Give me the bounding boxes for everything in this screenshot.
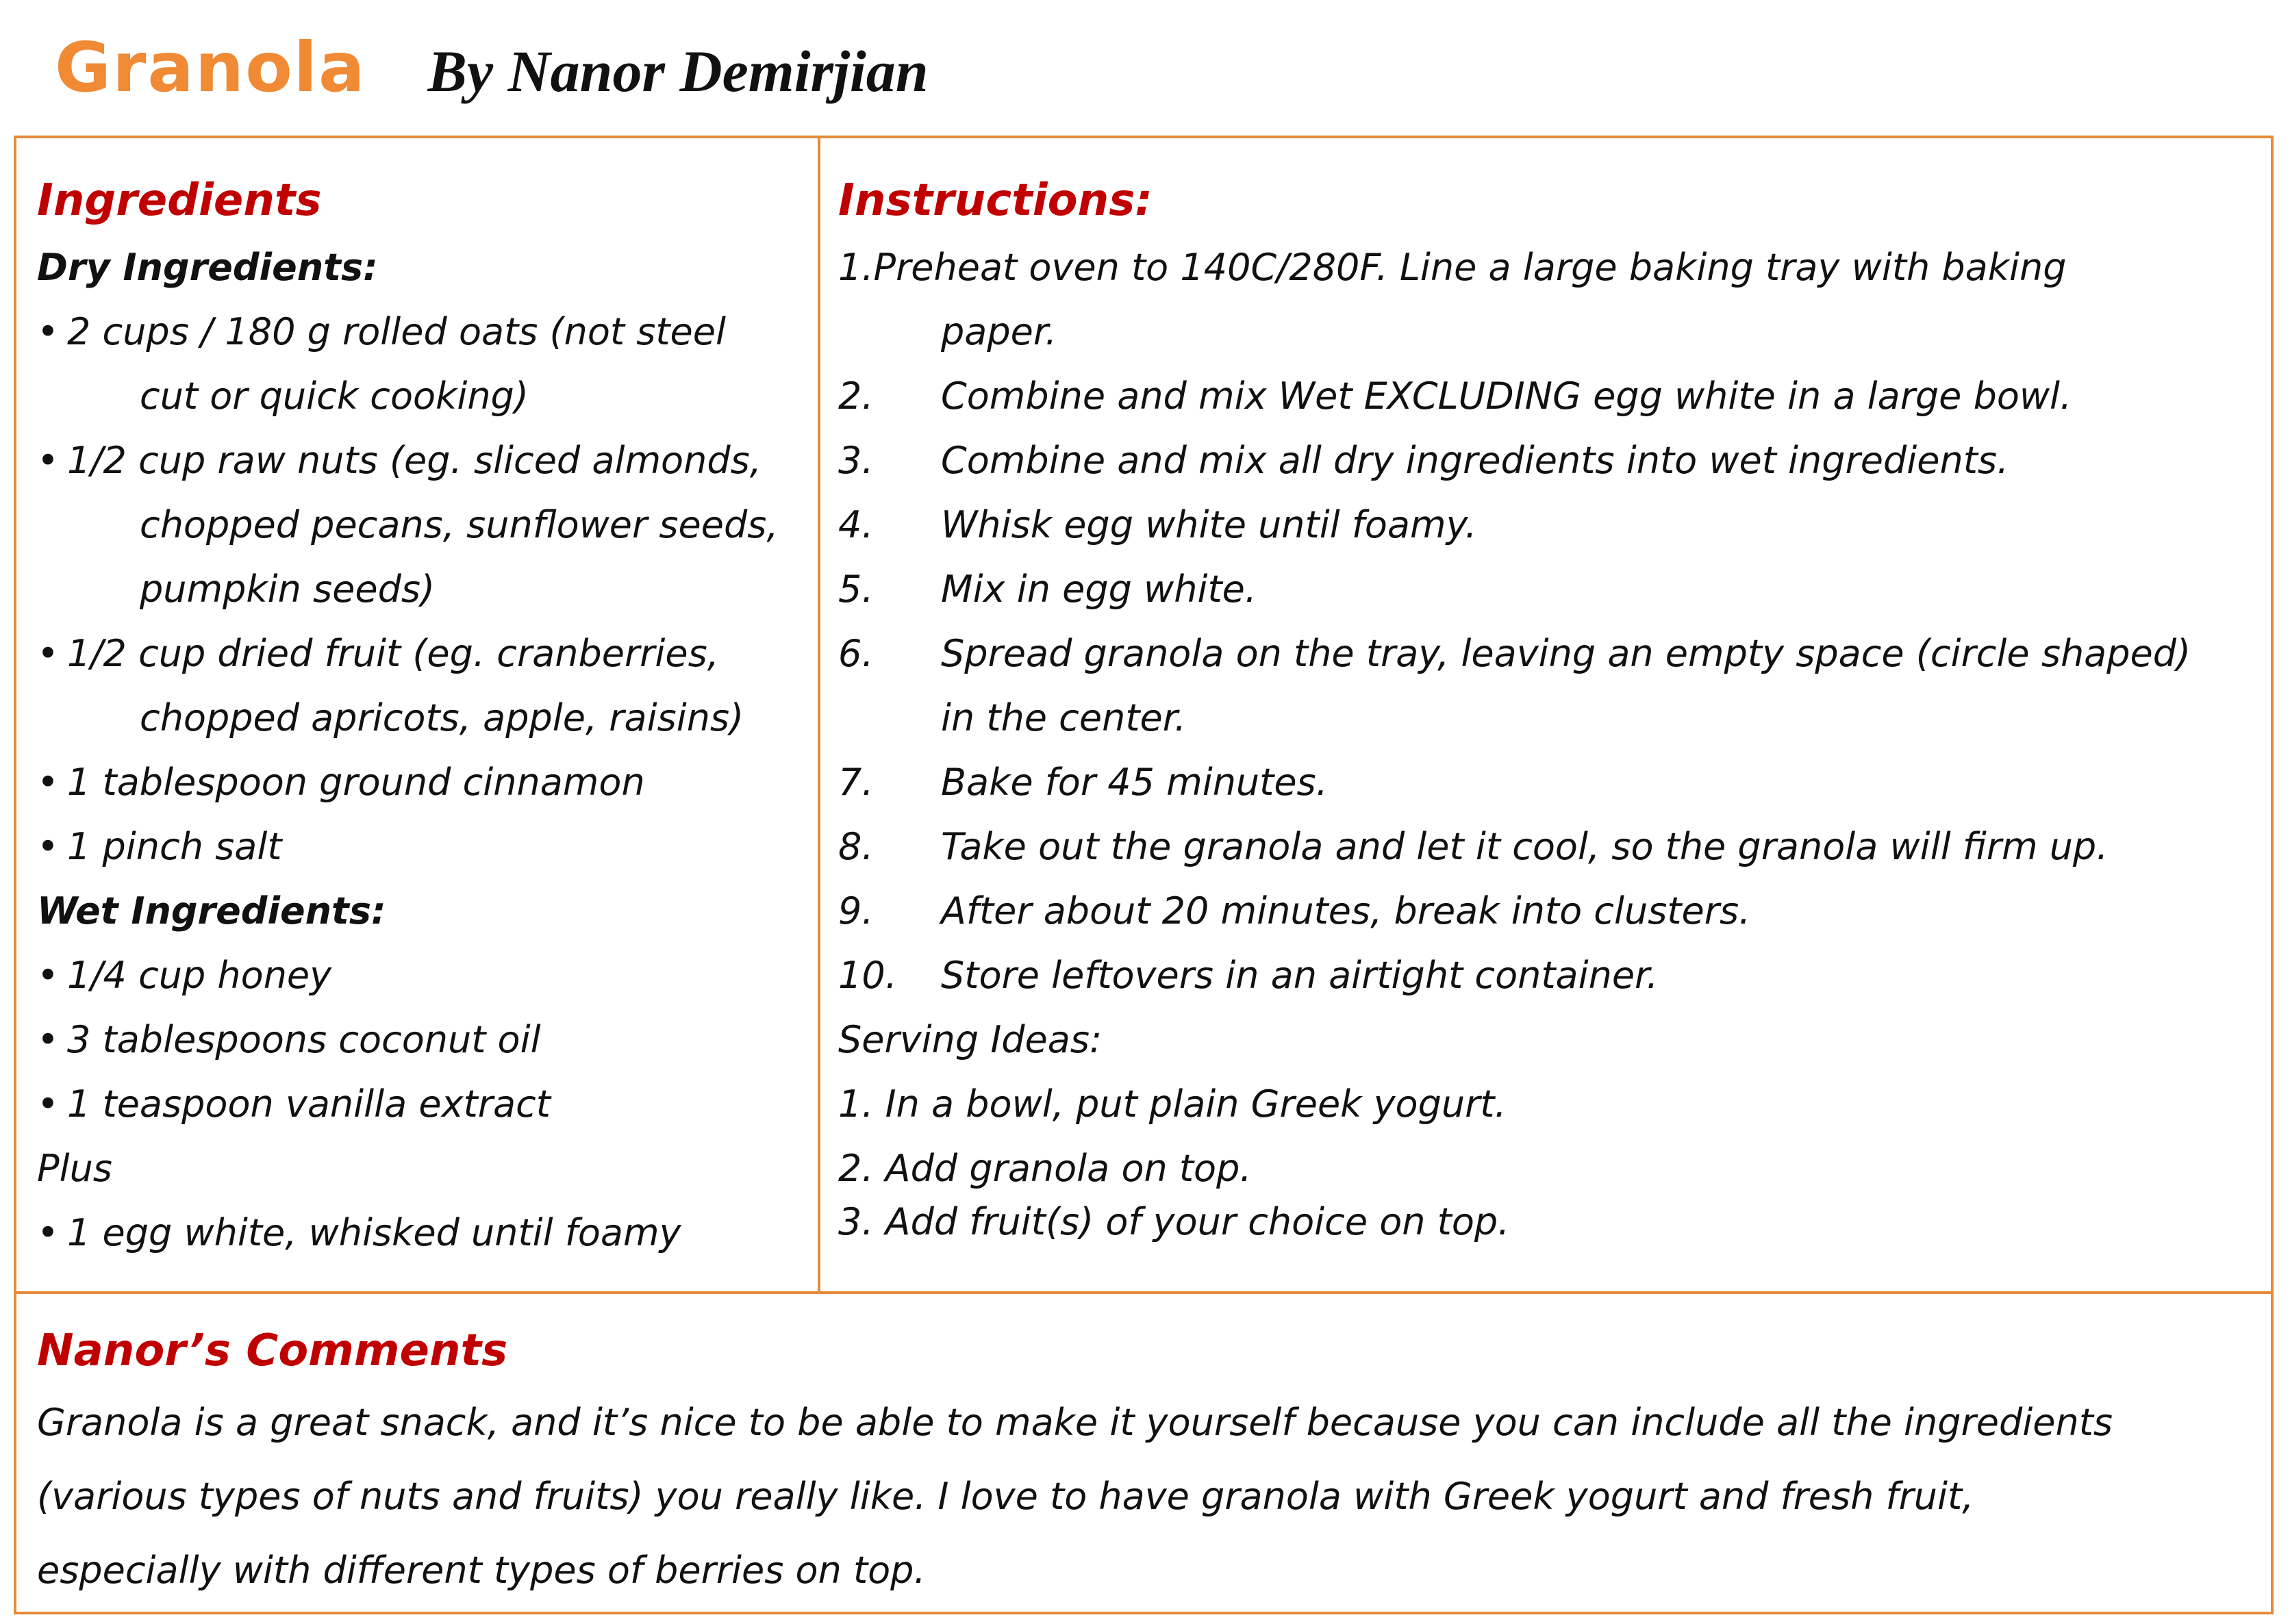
bullet-icon: • <box>37 1211 59 1254</box>
recipe-author: By Nanor Demirjian <box>427 38 929 104</box>
dry-ingredients-heading: Dry Ingredients: <box>37 246 378 289</box>
instruction-step-1-continued: paper. <box>941 310 1057 353</box>
instruction-step <box>838 364 2263 429</box>
ingredient-text: 1/2 cup raw nuts (eg. sliced almonds, <box>67 439 762 482</box>
row-divider <box>16 1291 2271 1294</box>
ingredient-text: 1/4 cup honey <box>67 954 332 997</box>
serving-idea: 1. In a bowl, put plain Greek yogurt. <box>838 1082 1507 1126</box>
instruction-step <box>838 622 2263 686</box>
recipe-card <box>14 136 2274 1614</box>
ingredients-heading: Ingredients <box>37 175 322 226</box>
ingredient-item <box>37 1201 811 1265</box>
instruction-step <box>838 879 2263 943</box>
step-number: 9. <box>838 889 874 932</box>
instruction-step-continued: in the center. <box>941 696 1187 739</box>
instruction-step <box>838 943 2263 1008</box>
column-divider <box>818 138 820 1291</box>
bullet-icon: • <box>37 632 59 675</box>
step-number: 10. <box>838 954 897 997</box>
instruction-step <box>838 815 2263 879</box>
comment-line: Granola is a great snack, and it’s nice to be able to make it yourself because you can include all the ingredients <box>37 1401 2113 1444</box>
instruction-step <box>838 429 2263 493</box>
step-text: Store leftovers in an airtight container. <box>941 954 1659 997</box>
ingredient-item <box>37 1008 811 1072</box>
bullet-icon: • <box>37 1082 59 1126</box>
wet-ingredients-heading: Wet Ingredients: <box>37 889 386 932</box>
serving-ideas-heading: Serving Ideas: <box>838 1018 1103 1061</box>
instructions-section <box>838 166 2263 1254</box>
ingredient-item <box>37 429 811 493</box>
ingredient-item <box>37 750 811 815</box>
instruction-step <box>838 750 2263 815</box>
ingredient-item <box>37 300 811 364</box>
bullet-icon: • <box>37 954 59 997</box>
comment-line: especially with different types of berries on top. <box>37 1549 926 1592</box>
ingredient-text: 1/2 cup dried fruit (eg. cranberries, <box>67 632 719 675</box>
ingredient-text: 1 teaspoon vanilla extract <box>67 1082 551 1126</box>
step-number: 6. <box>838 632 874 675</box>
instruction-step <box>838 493 2263 557</box>
step-text: Bake for 45 minutes. <box>941 761 1328 804</box>
instruction-step-1: 1.Preheat oven to 140C/280F. Line a large baking tray with baking <box>838 246 2067 289</box>
bullet-icon: • <box>37 310 59 353</box>
step-text: Take out the granola and let it cool, so the granola will firm up. <box>941 825 2109 868</box>
ingredient-item-continued: chopped apricots, apple, raisins) <box>140 696 744 739</box>
step-number: 7. <box>838 761 874 804</box>
instruction-step <box>838 557 2263 622</box>
wet-ingredients-list <box>37 943 811 1137</box>
ingredient-text: 3 tablespoons coconut oil <box>67 1018 541 1061</box>
comments-heading: Nanor’s Comments <box>37 1325 508 1376</box>
dry-ingredients-list <box>37 300 811 879</box>
step-text: Combine and mix all dry ingredients into wet ingredients. <box>941 439 2009 482</box>
step-text: After about 20 minutes, break into clusters. <box>941 889 1751 932</box>
serving-ideas-list <box>838 1072 2263 1254</box>
recipe-title: Granola <box>55 27 366 107</box>
step-text: Spread granola on the tray, leaving an empty space (circle shaped) <box>941 632 2191 675</box>
comment-line: (various types of nuts and fruits) you really like. I love to have granola with Greek yogurt and fresh fruit, <box>37 1475 1974 1518</box>
ingredient-text: 1 egg white, whisked until foamy <box>67 1211 681 1254</box>
ingredient-item <box>37 622 811 686</box>
ingredient-item-continued: chopped pecans, sunflower seeds, <box>140 503 779 546</box>
ingredient-text: 1 pinch salt <box>67 825 282 868</box>
step-number: 4. <box>838 503 874 546</box>
plus-ingredients-list <box>37 1201 811 1265</box>
ingredients-section <box>37 166 811 1265</box>
step-number: 5. <box>838 568 874 611</box>
comments-section <box>37 1316 2263 1608</box>
step-number: 8. <box>838 825 874 868</box>
bullet-icon: • <box>37 761 59 804</box>
bullet-icon: • <box>37 1018 59 1061</box>
page-header <box>55 27 929 123</box>
ingredient-text: 1 tablespoon ground cinnamon <box>67 761 645 804</box>
ingredient-item <box>37 943 811 1008</box>
step-text: Mix in egg white. <box>941 568 1257 611</box>
step-text: Whisk egg white until foamy. <box>941 503 1477 546</box>
step-number: 2. <box>838 375 874 418</box>
instruction-steps-list <box>838 364 2263 1008</box>
serving-idea: 2. Add granola on top. <box>838 1147 1252 1190</box>
bullet-icon: • <box>37 439 59 482</box>
ingredient-item-continued: pumpkin seeds) <box>140 568 436 611</box>
ingredient-item <box>37 1072 811 1137</box>
bullet-icon: • <box>37 825 59 868</box>
plus-label: Plus <box>37 1147 112 1190</box>
ingredient-item <box>37 815 811 879</box>
serving-idea: 3. Add fruit(s) of your choice on top. <box>838 1200 1510 1243</box>
ingredient-item-continued: cut or quick cooking) <box>140 375 529 418</box>
instructions-heading: Instructions: <box>838 175 1153 226</box>
step-number: 3. <box>838 439 874 482</box>
step-text: Combine and mix Wet EXCLUDING egg white in a large bowl. <box>941 375 2072 418</box>
ingredient-text: 2 cups / 180 g rolled oats (not steel <box>67 310 726 353</box>
comments-body <box>37 1386 2263 1608</box>
